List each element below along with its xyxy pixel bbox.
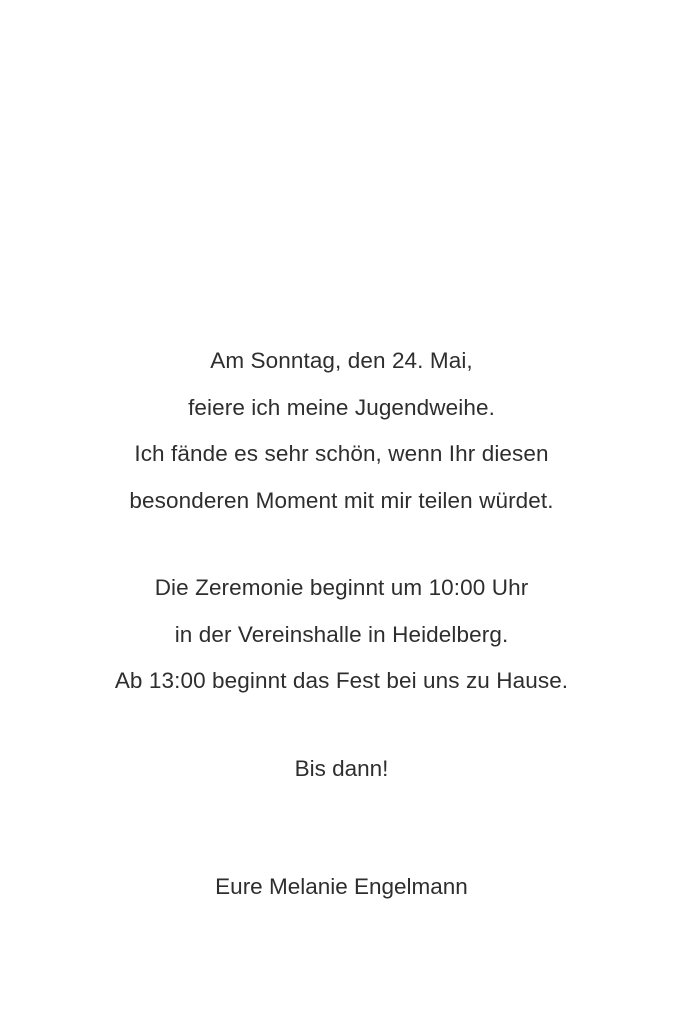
- spacer-before-signature: [0, 792, 683, 864]
- details-line-1: Die Zeremonie beginnt um 10:00 Uhr: [154, 575, 529, 600]
- closing-line: Bis dann!: [294, 755, 389, 781]
- spacer-after-details: [0, 705, 683, 746]
- paragraph-details: [0, 565, 683, 705]
- details-line-2: in der Vereinshalle in Heidelberg.: [174, 621, 509, 647]
- details-line-3: Ab 13:00 beginnt das Fest bei uns zu Hause.: [114, 668, 569, 693]
- intro-line-4: besonderen Moment mit mir teilen würdet.: [129, 487, 554, 513]
- signature-line: Eure Melanie Engelmann: [215, 874, 468, 899]
- paragraph-intro: [0, 338, 683, 524]
- intro-line-3: Ich fände es sehr schön, wenn Ihr diesen: [134, 441, 549, 466]
- spacer-after-intro: [0, 524, 683, 565]
- invitation-body: [0, 338, 683, 911]
- intro-line-2: feiere ich meine Jugendweihe.: [188, 394, 495, 420]
- intro-line-1: Am Sonntag, den 24. Mai,: [210, 348, 473, 373]
